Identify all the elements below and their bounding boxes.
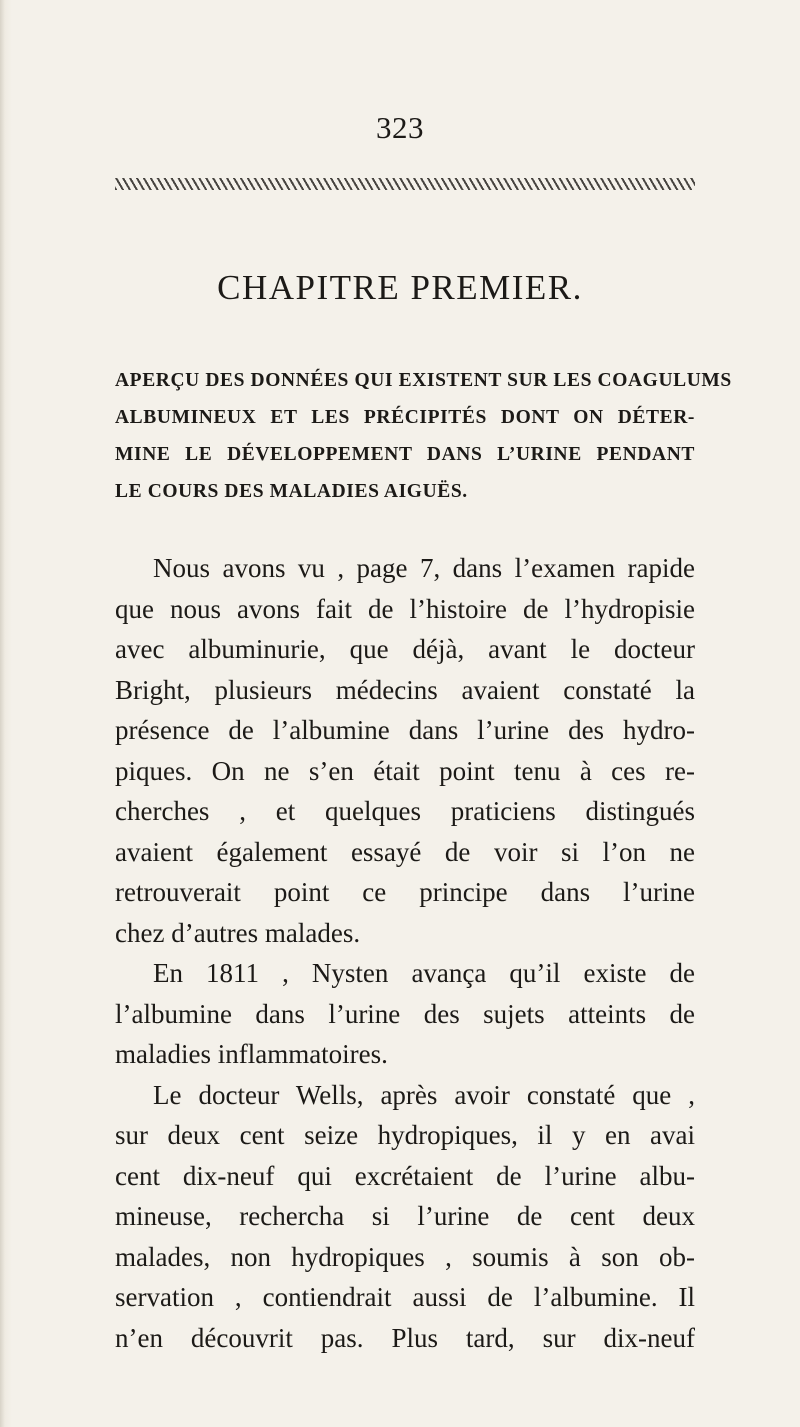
text-line: maladies inflammatoires. <box>115 1039 388 1069</box>
chapter-title: CHAPITRE PREMIER. <box>217 268 583 307</box>
text-line: cherches , et quelques praticiens distingués <box>115 796 695 826</box>
text-line: mineuse, rechercha si l’urine de cent deux <box>115 1201 695 1231</box>
text-line: En 1811 , Nysten avança qu’il existe de <box>153 958 695 988</box>
summary-line: MINE LE DÉVELOPPEMENT DANS L’URINE PENDANT <box>115 444 695 465</box>
body-text <box>115 548 695 1358</box>
chapter-summary <box>115 362 732 510</box>
page-number: 323 <box>376 110 424 145</box>
summary-line: APERÇU DES DONNÉES QUI EXISTENT SUR LES COAGULUMS <box>115 370 732 391</box>
text-line: piques. On ne s’en était point tenu à ces re- <box>115 755 695 786</box>
text-line: présence de l’albumine dans l’urine des hydro- <box>115 715 695 745</box>
text-line: servation , contiendrait aussi de l’albumine. Il <box>115 1282 695 1312</box>
text-line: chez d’autres malades. <box>115 917 361 948</box>
text-line: Le docteur Wells, après avoir constaté que , <box>153 1079 695 1110</box>
summary-line: ALBUMINEUX ET LES PRÉCIPITÉS DONT ON DÉTER- <box>115 407 695 428</box>
summary-line: LE COURS DES MALADIES AIGUËS. <box>115 481 468 502</box>
text-line: cent dix-neuf qui excrétaient de l’urine albu- <box>115 1160 695 1191</box>
text-line: malades, non hydropiques , soumis à son ob- <box>115 1241 695 1272</box>
decorative-rule <box>115 178 695 190</box>
page-gutter <box>0 0 12 1427</box>
text-line: Bright, plusieurs médecins avaient constaté la <box>115 674 695 705</box>
text-line: avec albuminurie, que déjà, avant le docteur <box>115 634 695 664</box>
text-line: n’en découvrit pas. Plus tard, sur dix-neuf <box>115 1322 695 1353</box>
text-line: Nous avons vu , page 7, dans l’examen rapide <box>153 553 695 583</box>
text-line: avaient également essayé de voir si l’on ne <box>115 836 695 867</box>
text-line: que nous avons fait de l’histoire de l’hydropisie <box>115 593 695 624</box>
text-line: l’albumine dans l’urine des sujets atteints de <box>115 998 695 1029</box>
text-line: sur deux cent seize hydropiques, il y en avai <box>115 1120 695 1150</box>
text-line: retrouverait point ce principe dans l’urine <box>115 877 695 907</box>
